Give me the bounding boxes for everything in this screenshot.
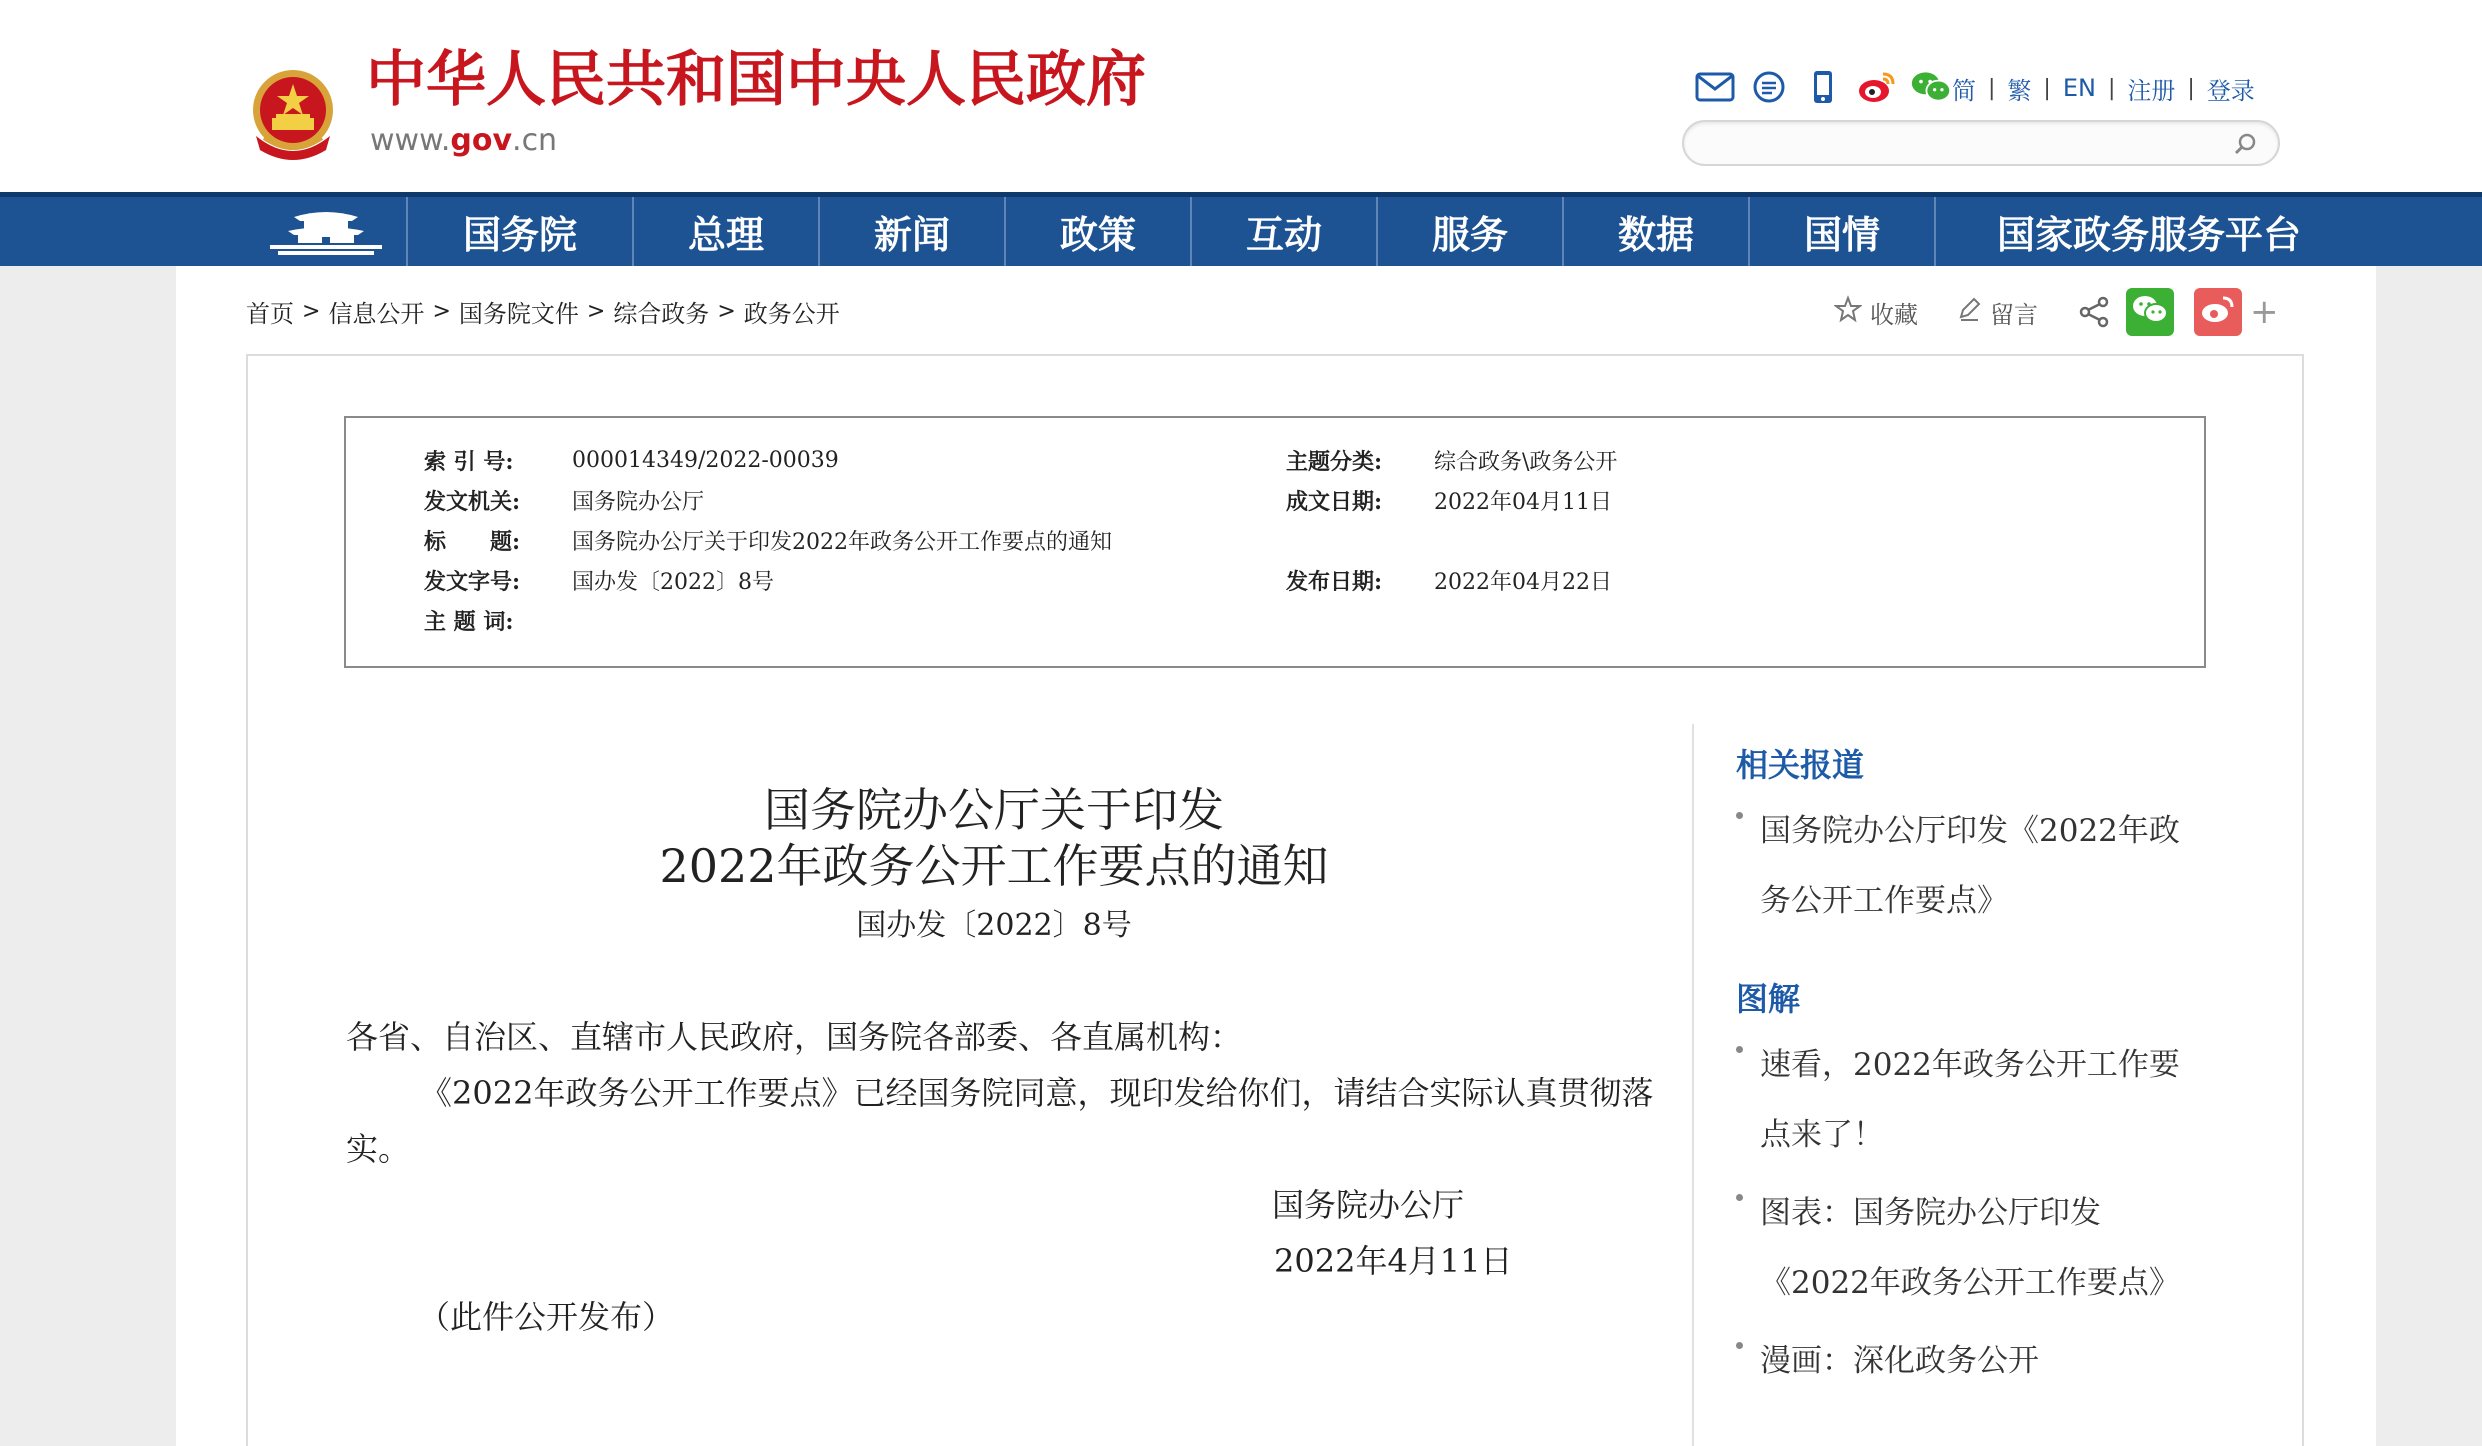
info-label: 索 引 号: xyxy=(424,448,514,475)
nav-item-premier[interactable]: 总理 xyxy=(634,197,820,266)
comment-button[interactable] xyxy=(1956,295,2038,330)
share-weibo-button[interactable] xyxy=(2194,288,2242,336)
separator: | xyxy=(2187,75,2195,101)
info-publish-date xyxy=(1286,560,1612,600)
breadcrumb-gov-disclosure[interactable]: 政务公开 xyxy=(743,300,840,328)
separator: | xyxy=(2043,75,2051,101)
breadcrumb-state-council-docs[interactable]: 国务院文件 xyxy=(458,300,579,328)
list-item-line: 点来了！ xyxy=(1760,1117,1884,1153)
info-doc-no xyxy=(424,560,774,600)
info-label: 主 题 词: xyxy=(424,608,514,635)
info-issuer xyxy=(424,480,705,520)
site-url-suffix: .cn xyxy=(512,123,558,158)
star-icon xyxy=(1834,295,1862,329)
nav-item-services[interactable]: 服务 xyxy=(1378,197,1564,266)
site-url xyxy=(370,123,558,158)
info-label: 发文机关: xyxy=(424,488,521,515)
graphic-link[interactable] xyxy=(1736,1326,2196,1396)
info-index-no xyxy=(424,440,839,480)
info-value: 国办发〔2022〕8号 xyxy=(572,569,774,595)
message-icon[interactable] xyxy=(1748,66,1790,108)
article-paragraph-line: 实。 xyxy=(346,1130,411,1168)
sidebar-divider xyxy=(1692,724,1694,1446)
tiananmen-icon[interactable] xyxy=(246,197,408,266)
nav-item-service-platform[interactable]: 国家政务服务平台 xyxy=(1996,213,2301,257)
breadcrumb-home[interactable]: 首页 xyxy=(246,300,294,328)
nav-item-interaction[interactable]: 互动 xyxy=(1192,197,1378,266)
more-share-icon[interactable]: + xyxy=(2250,292,2279,332)
search-icon[interactable] xyxy=(2232,130,2260,158)
list-item-line: 速看，2022年政务公开工作要 xyxy=(1760,1047,2180,1083)
lang-english-link[interactable]: EN xyxy=(2062,74,2096,102)
favorite-button[interactable] xyxy=(1834,295,1918,330)
weibo-icon xyxy=(2200,294,2236,330)
search-box xyxy=(1682,120,2280,166)
nav-item-data[interactable]: 数据 xyxy=(1564,197,1750,266)
separator: | xyxy=(2107,75,2116,101)
article-title-line2: 2022年政务公开工作要点的通知 xyxy=(659,839,1329,893)
list-item-line: 务公开工作要点》 xyxy=(1760,883,2008,919)
favorite-label: 收藏 xyxy=(1870,300,1918,329)
article-paragraph-line: 《2022年政务公开工作要点》已经国务院同意，现印发给你们，请结合实际认真贯彻落 xyxy=(420,1074,1654,1112)
info-value: 国务院办公厅关于印发2022年政务公开工作要点的通知 xyxy=(572,529,1112,555)
graphic-link[interactable] xyxy=(1736,1030,2196,1170)
info-label: 标 题: xyxy=(424,528,521,555)
comment-label: 留言 xyxy=(1990,300,2038,329)
breadcrumb-separator: > xyxy=(432,299,451,324)
breadcrumb-info-disclosure[interactable]: 信息公开 xyxy=(328,300,425,328)
article-note: （此件公开发布） xyxy=(418,1298,675,1336)
separator: | xyxy=(1988,75,1996,101)
info-keywords xyxy=(424,600,513,640)
nav-item-policy[interactable]: 政策 xyxy=(1006,197,1192,266)
info-value: 综合政务\政务公开 xyxy=(1434,449,1618,475)
breadcrumb xyxy=(246,294,840,329)
document-info-table xyxy=(344,416,2206,668)
article-date: 2022年4月11日 xyxy=(1274,1242,1513,1280)
list-item-line: 《2022年政务公开工作要点》 xyxy=(1760,1265,2180,1301)
list-item-line: 漫画：深化政务公开 xyxy=(1760,1343,2039,1379)
register-link[interactable]: 注册 xyxy=(2127,76,2176,105)
info-label: 发布日期: xyxy=(1286,568,1383,595)
lang-simplified-link[interactable]: 简 xyxy=(1952,76,1976,105)
list-item-line: 图表：国务院办公厅印发 xyxy=(1760,1195,2101,1231)
breadcrumb-separator: > xyxy=(586,299,606,324)
info-label: 成文日期: xyxy=(1286,488,1383,515)
related-reports-heading: 相关报道 xyxy=(1736,746,1865,784)
site-title[interactable]: 中华人民共和国中央人民政府 xyxy=(366,45,1146,115)
site-header xyxy=(0,0,2482,192)
info-value: 000014349/2022-00039 xyxy=(572,447,839,473)
main-nav xyxy=(0,192,2482,266)
info-topic xyxy=(1286,440,1618,480)
breadcrumb-general-affairs[interactable]: 综合政务 xyxy=(613,300,710,328)
info-written-date xyxy=(1286,480,1612,520)
nav-item-state-council[interactable]: 国务院 xyxy=(408,197,634,266)
nav-item-national-conditions[interactable]: 国情 xyxy=(1750,197,1936,266)
national-emblem-icon[interactable] xyxy=(246,66,340,164)
lang-traditional-link[interactable]: 繁 xyxy=(2007,76,2032,105)
article-actions xyxy=(1834,286,2279,338)
mail-icon[interactable] xyxy=(1694,66,1736,108)
site-url-domain: gov xyxy=(450,123,513,158)
breadcrumb-separator: > xyxy=(302,299,321,324)
nav-item-news[interactable]: 新闻 xyxy=(820,197,1006,266)
header-tool-icons xyxy=(1694,64,1952,110)
login-link[interactable]: 登录 xyxy=(2206,76,2255,105)
article-signer: 国务院办公厅 xyxy=(1272,1186,1465,1224)
article-title-line1: 国务院办公厅关于印发 xyxy=(764,783,1224,837)
info-label: 发文字号: xyxy=(424,568,521,595)
info-title xyxy=(424,520,1112,560)
breadcrumb-separator: > xyxy=(717,299,736,324)
wechat-icon xyxy=(2131,294,2169,330)
article-doc-number: 国办发〔2022〕8号 xyxy=(856,908,1132,943)
info-value: 2022年04月11日 xyxy=(1434,489,1612,515)
site-url-prefix: www. xyxy=(370,123,451,158)
pencil-icon xyxy=(1956,296,1982,328)
info-value: 国务院办公厅 xyxy=(572,489,705,515)
related-report-link[interactable] xyxy=(1736,796,2196,936)
weibo-icon[interactable] xyxy=(1856,66,1898,108)
share-wechat-button[interactable] xyxy=(2126,288,2174,336)
wechat-icon[interactable] xyxy=(1910,66,1952,108)
info-value: 2022年04月22日 xyxy=(1434,569,1612,595)
article-salutation: 各省、自治区、直辖市人民政府，国务院各部委、各直属机构： xyxy=(346,1018,1243,1056)
graphics-heading: 图解 xyxy=(1736,980,1801,1018)
search-input[interactable] xyxy=(1706,128,2206,158)
graphic-link[interactable] xyxy=(1736,1178,2196,1318)
mobile-icon[interactable] xyxy=(1802,66,1844,108)
share-icon[interactable] xyxy=(2076,294,2112,330)
language-links xyxy=(1952,70,2255,106)
info-label: 主题分类: xyxy=(1286,448,1383,475)
list-item-line: 国务院办公厅印发《2022年政 xyxy=(1760,813,2180,849)
